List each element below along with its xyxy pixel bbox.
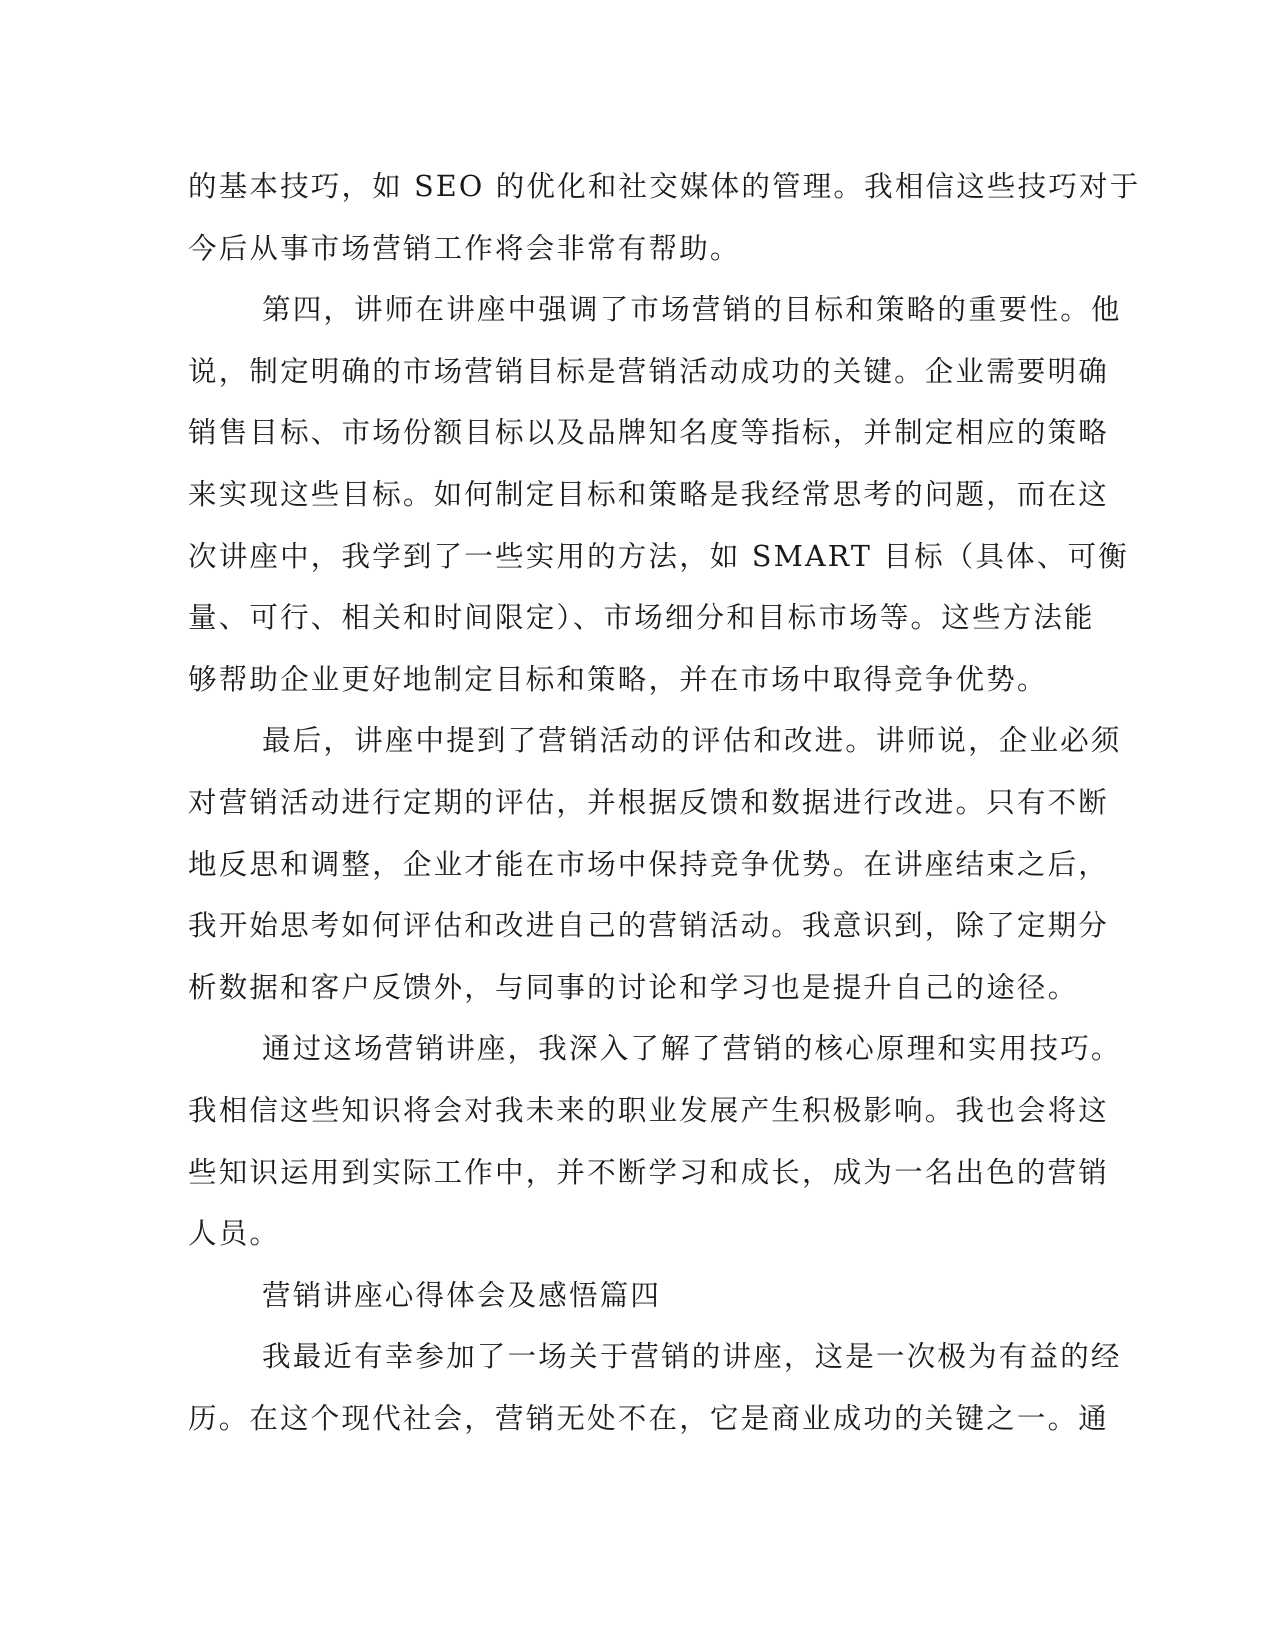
- text-line: 我开始思考如何评估和改进自己的营销活动。我意识到，除了定期分: [188, 909, 1110, 943]
- text-line: 够帮助企业更好地制定目标和策略，并在市场中取得竞争优势。: [188, 662, 1048, 696]
- paragraph-start-line: 第四，讲师在讲座中强调了市场营销的目标和策略的重要性。他: [262, 293, 1122, 327]
- text-line: 地反思和调整，企业才能在市场中保持竞争优势。在讲座结束之后，: [188, 847, 1110, 881]
- text-line: 来实现这些目标。如何制定目标和策略是我经常思考的问题，而在这: [188, 477, 1110, 511]
- text-line: 人员。: [188, 1217, 281, 1251]
- text-line: 今后从事市场营销工作将会非常有帮助。: [188, 231, 741, 265]
- text-line: 历。在这个现代社会，营销无处不在，它是商业成功的关键之一。通: [188, 1401, 1110, 1435]
- text-line: 的基本技巧，如 SEO 的优化和社交媒体的管理。我相信这些技巧对于: [188, 170, 1141, 203]
- paragraph-start-line: 最后，讲座中提到了营销活动的评估和改进。讲师说，企业必须: [262, 724, 1122, 758]
- text-line: 销售目标、市场份额目标以及品牌知名度等指标，并制定相应的策略: [188, 416, 1110, 450]
- text-line: 量、可行、相关和时间限定）、市场细分和目标市场等。这些方法能: [188, 601, 1095, 635]
- document-body: [188, 156, 1141, 1449]
- text-line: 说，制定明确的市场营销目标是营销活动成功的关键。企业需要明确: [188, 354, 1110, 388]
- section-heading: 营销讲座心得体会及感悟篇四: [262, 1278, 662, 1312]
- text-line: 我相信这些知识将会对我未来的职业发展产生积极影响。我也会将这: [188, 1093, 1110, 1127]
- text-line: 对营销活动进行定期的评估，并根据反馈和数据进行改进。只有不断: [188, 785, 1110, 819]
- text-line: 析数据和客户反馈外，与同事的讨论和学习也是提升自己的途径。: [188, 970, 1079, 1004]
- text-line: 次讲座中，我学到了一些实用的方法，如 SMART 目标（具体、可衡: [188, 539, 1129, 573]
- paragraph-start-line: 通过这场营销讲座，我深入了解了营销的核心原理和实用技巧。: [262, 1032, 1122, 1066]
- paragraph-start-line: 我最近有幸参加了一场关于营销的讲座，这是一次极为有益的经: [262, 1340, 1122, 1374]
- text-line: 些知识运用到实际工作中，并不断学习和成长，成为一名出色的营销: [188, 1155, 1110, 1189]
